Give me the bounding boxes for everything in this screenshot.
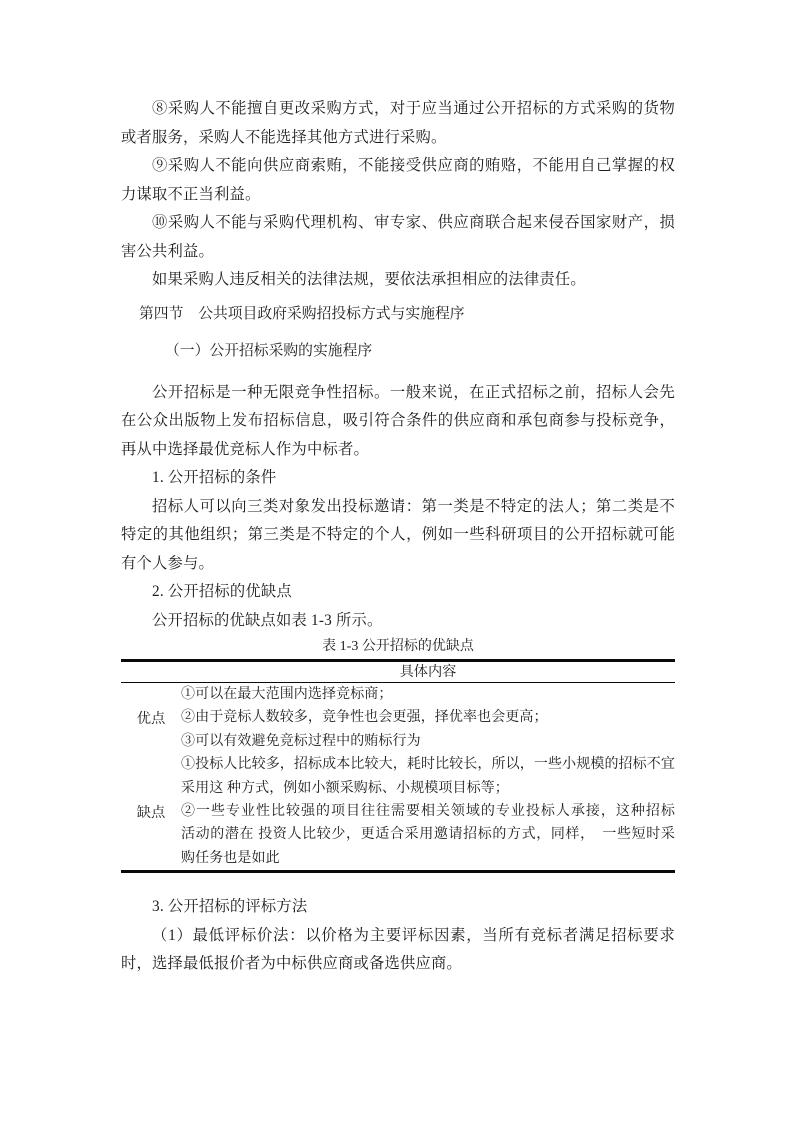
advantages-cell — [181, 683, 675, 754]
paragraph-line: 公开招标是一种无限竞争性招标。一般来说，在正式招标之前，招标人会先 — [152, 383, 675, 401]
table-line: ②一些专业性比较强的项目往往需要相关领域的专业投标人承接，这种招标 — [181, 804, 675, 820]
table-line: ①可以在最大范围内选择竞标商； — [181, 687, 393, 702]
table-caption: 表 1-3 公开招标的优缺点 — [322, 639, 474, 654]
table-row — [121, 683, 675, 754]
paragraph-line: 时，选择最低报价者为中标供应商或备选供应商。 — [121, 955, 462, 973]
paragraph-intro — [121, 379, 675, 465]
table-header-empty-cell — [121, 661, 181, 683]
paragraph-rule-9 — [121, 152, 675, 209]
paragraph-line: ⑩采购人不能与采购代理机构、审专家、供应商联合起来侵吞国家财产，损 — [152, 214, 675, 231]
table-line: 采用这 种方式，例如小额采购标、小规模项目标等； — [181, 780, 509, 796]
pros-cons-table — [121, 659, 675, 873]
paragraph-rule-8 — [121, 95, 675, 152]
table-line: ②由于竞标人数较多，竞争性也会更强，择优率也会更高； — [181, 710, 548, 726]
paragraph-line: 招标人可以向三类对象发出投标邀请：第一类是不特定的法人；第二类是不 — [152, 497, 675, 515]
table-line: 活动的潜在 投资人比较少，更适合采用邀请招标的方式，同样， 一些短时采 — [181, 827, 675, 843]
list-heading-3: 3. 公开招标的评标方法 — [152, 898, 308, 916]
list-heading-2: 2. 公开招标的优缺点 — [152, 583, 292, 600]
section-heading: 第四节 公共项目政府采购招投标方式与实施程序 — [139, 305, 465, 322]
paragraph-line: 或者服务，采购人不能选择其他方式进行采购。 — [121, 128, 447, 146]
paragraph-line: ⑨采购人不能向供应商索贿，不能接受供应商的贿赂，不能用自己掌握的权 — [152, 157, 675, 174]
document-page — [121, 95, 675, 979]
table-reference-line: 公开招标的优缺点如表 1-3 所示。 — [152, 611, 383, 629]
paragraph-legal-liability: 如果采购人违反相关的法律法规，要依法承担相应的法律责任。 — [152, 271, 586, 288]
paragraph-line: 在公众出版物上发布招标信息，吸引符合条件的供应商和承包商参与投标竞争， — [121, 412, 675, 429]
table-line: ①投标人比较多，招标成本比较大，耗时比较长，所以，一些小规模的招标不宜 — [181, 757, 675, 773]
paragraph-rule-10 — [121, 209, 675, 266]
table-header-cell: 具体内容 — [181, 661, 675, 683]
table-header-row — [121, 661, 675, 683]
paragraph-line: 有个人参与。 — [121, 554, 214, 572]
disadvantages-cell — [181, 753, 675, 872]
paragraph-line: ⑧采购人不能擅自更改采购方式，对于应当通过公开招标的方式采购的货物 — [152, 100, 675, 117]
paragraph-conditions — [121, 493, 675, 579]
paragraph-line: 特定的其他组织；第三类是不特定的个人，例如一些科研项目的公开招标就可能 — [121, 526, 675, 543]
paragraph-line: 再从中选择最优竞标人作为中标者。 — [121, 440, 369, 458]
paragraph-line: 害公共利益。 — [121, 242, 214, 260]
disadvantages-label: 缺点 — [136, 804, 166, 821]
advantages-label: 优点 — [136, 711, 166, 728]
table-row — [121, 753, 675, 872]
table-line: 购任务也是如此 — [181, 850, 280, 866]
list-heading-1: 1. 公开招标的条件 — [152, 469, 277, 486]
paragraph-line: （1）最低评标价法：以价格为主要评标因素，当所有竞标者满足招标要求 — [152, 926, 675, 944]
table-line: ③可以有效避免竞标过程中的贿标行为 — [181, 733, 421, 749]
sub-heading: （一）公开招标采购的实施程序 — [165, 342, 373, 359]
paragraph-evaluation — [121, 922, 675, 979]
paragraph-line: 力谋取不正当利益。 — [121, 185, 261, 203]
